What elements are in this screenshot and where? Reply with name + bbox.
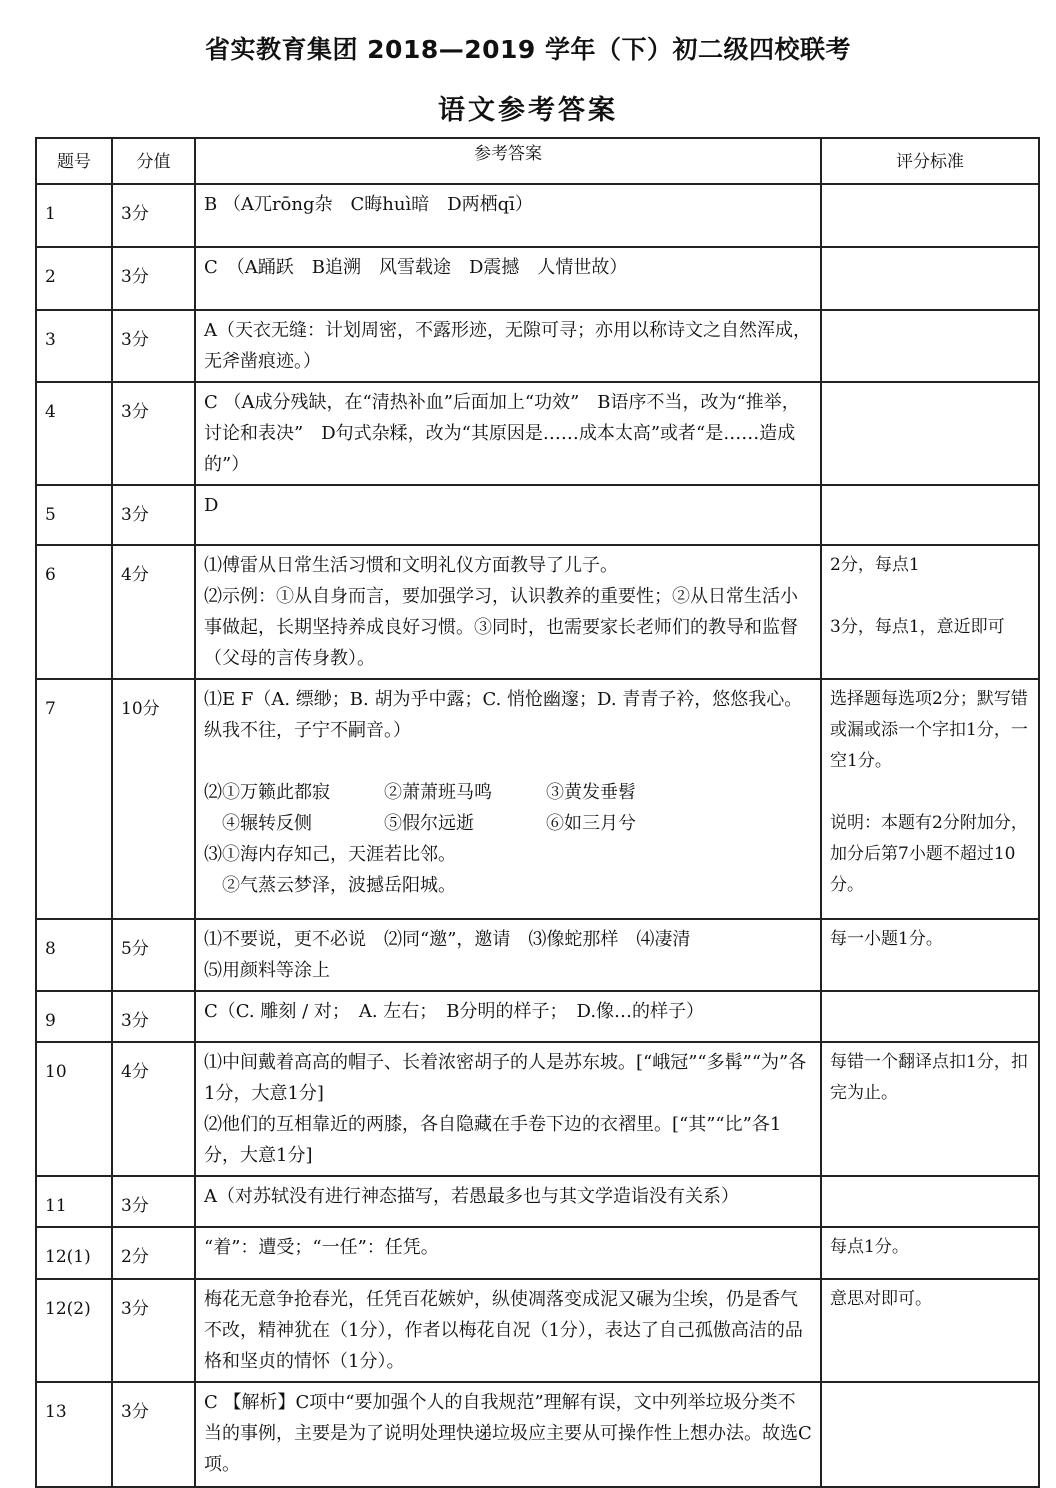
reference-answer: C （A成分残缺，在“清热补血”后面加上“功效” B语序不当，改为“推举，讨论和表决” D句式杂糅，改为“其原因是……成本太高”或者“是……造成的”） <box>195 382 821 485</box>
scoring-criteria <box>821 310 1039 382</box>
reference-answer: C（C. 雕刻 / 对； A. 左右； B分明的样子； D.像…的样子） <box>195 991 821 1042</box>
table-row <box>36 1227 1039 1279</box>
reference-answer: B （A兀rōng杂 C晦huì暗 D两栖qī） <box>195 184 821 247</box>
scoring-criteria: 意思对即可。 <box>821 1279 1039 1382</box>
table-row <box>36 991 1039 1042</box>
question-score: 3分 <box>112 1176 195 1227</box>
scoring-criteria <box>821 382 1039 485</box>
table-row <box>36 485 1039 545</box>
scoring-criteria: 选择题每选项2分；默写错或漏或添一个字扣1分，一空1分。 说明：本题有2分附加分，加分后第7小题不超过10分。 <box>821 679 1039 919</box>
question-number: 3 <box>36 310 112 382</box>
scoring-criteria <box>821 247 1039 310</box>
table-row <box>36 919 1039 991</box>
table-row <box>36 1279 1039 1382</box>
question-score: 4分 <box>112 545 195 679</box>
question-score: 3分 <box>112 382 195 485</box>
scoring-criteria <box>821 991 1039 1042</box>
question-score: 3分 <box>112 310 195 382</box>
header-answer: 参考答案 <box>195 138 821 184</box>
table-row <box>36 1176 1039 1227</box>
scoring-criteria: 2分，每点1 3分，每点1，意近即可 <box>821 545 1039 679</box>
header-score: 分值 <box>112 138 195 184</box>
question-score: 3分 <box>112 1382 195 1487</box>
question-number: 2 <box>36 247 112 310</box>
question-score: 2分 <box>112 1227 195 1279</box>
reference-answer: 梅花无意争抢春光，任凭百花嫉妒，纵使凋落变成泥又碾为尘埃，仍是香气不改，精神犹在（1分），作者以梅花自况（1分），表达了自己孤傲高洁的品格和坚贞的情怀（1分）。 <box>195 1279 821 1382</box>
question-number: 11 <box>36 1176 112 1227</box>
question-score: 10分 <box>112 679 195 919</box>
question-number: 13 <box>36 1382 112 1487</box>
question-score: 3分 <box>112 485 195 545</box>
table-row <box>36 679 1039 919</box>
reference-answer: ⑴不要说，更不必说 ⑵同“邀”，邀请 ⑶像蛇那样 ⑷凄清 ⑸用颜料等涂上 <box>195 919 821 991</box>
question-number: 6 <box>36 545 112 679</box>
question-score: 5分 <box>112 919 195 991</box>
question-score: 3分 <box>112 184 195 247</box>
scoring-criteria <box>821 1176 1039 1227</box>
table-row <box>36 1042 1039 1176</box>
reference-answer: A（对苏轼没有进行神态描写，若愚最多也与其文学造诣没有关系） <box>195 1176 821 1227</box>
table-row <box>36 247 1039 310</box>
reference-answer: D <box>195 485 821 545</box>
question-number: 12(2) <box>36 1279 112 1382</box>
scoring-criteria <box>821 485 1039 545</box>
reference-answer: ⑴傅雷从日常生活习惯和文明礼仪方面教导了儿子。 ⑵示例：①从自身而言，要加强学习，认识教养的重要性；②从日常生活小事做起，长期坚持养成良好习惯。③同时，也需要家长老师们的教导和监督（父母的言传身教）。 <box>195 545 821 679</box>
table-row <box>36 382 1039 485</box>
reference-answer: ⑴E F（A. 缥缈；B. 胡为乎中露；C. 悄怆幽邃；D. 青青子衿，悠悠我心。纵我不往，子宁不嗣音。） ⑵①万籁此都寂 ②萧萧班马鸣 ③黄发垂髫 ④辗转反侧 ⑤假尔远逝 ⑥如三月兮 ⑶①海内存知己，天涯若比邻。 ②气蒸云梦泽，波撼岳阳城。 <box>195 679 821 919</box>
scoring-criteria: 每一小题1分。 <box>821 919 1039 991</box>
header-num: 题号 <box>36 138 112 184</box>
question-score: 3分 <box>112 247 195 310</box>
question-number: 5 <box>36 485 112 545</box>
question-number: 4 <box>36 382 112 485</box>
table-row <box>36 1382 1039 1487</box>
question-score: 3分 <box>112 1279 195 1382</box>
question-number: 8 <box>36 919 112 991</box>
scoring-criteria <box>821 184 1039 247</box>
question-number: 10 <box>36 1042 112 1176</box>
scoring-criteria: 每错一个翻译点扣1分，扣完为止。 <box>821 1042 1039 1176</box>
question-number: 7 <box>36 679 112 919</box>
table-row <box>36 184 1039 247</box>
document-title: 省实教育集团 2018—2019 学年（下）初二级四校联考 <box>204 35 852 64</box>
reference-answer: C （A踊跃 B追溯 风雪载途 D震撼 人情世故） <box>195 247 821 310</box>
answer-table <box>35 137 1040 1488</box>
question-number: 12(1) <box>36 1227 112 1279</box>
document-subtitle: 语文参考答案 <box>438 95 618 126</box>
header-criteria: 评分标准 <box>821 138 1039 184</box>
question-number: 9 <box>36 991 112 1042</box>
reference-answer: ⑴中间戴着高高的帽子、长着浓密胡子的人是苏东坡。[“峨冠”“多髯”“为”各1分，大意1分] ⑵他们的互相靠近的两膝，各自隐藏在手卷下边的衣褶里。[“其”“比”各1分，大意1分] <box>195 1042 821 1176</box>
scoring-criteria <box>821 1382 1039 1487</box>
question-number: 1 <box>36 184 112 247</box>
reference-answer: C 【解析】C项中“要加强个人的自我规范”理解有误，文中列举垃圾分类不当的事例，主要是为了说明处理快递垃圾应主要从可操作性上想办法。故选C项。 <box>195 1382 821 1487</box>
table-header-row <box>36 138 1039 184</box>
table-row <box>36 545 1039 679</box>
reference-answer: A（天衣无缝：计划周密，不露形迹，无隙可寻；亦用以称诗文之自然浑成，无斧凿痕迹。） <box>195 310 821 382</box>
question-score: 4分 <box>112 1042 195 1176</box>
table-row <box>36 310 1039 382</box>
scoring-criteria: 每点1分。 <box>821 1227 1039 1279</box>
reference-answer: “着”：遭受；“一任”：任凭。 <box>195 1227 821 1279</box>
question-score: 3分 <box>112 991 195 1042</box>
